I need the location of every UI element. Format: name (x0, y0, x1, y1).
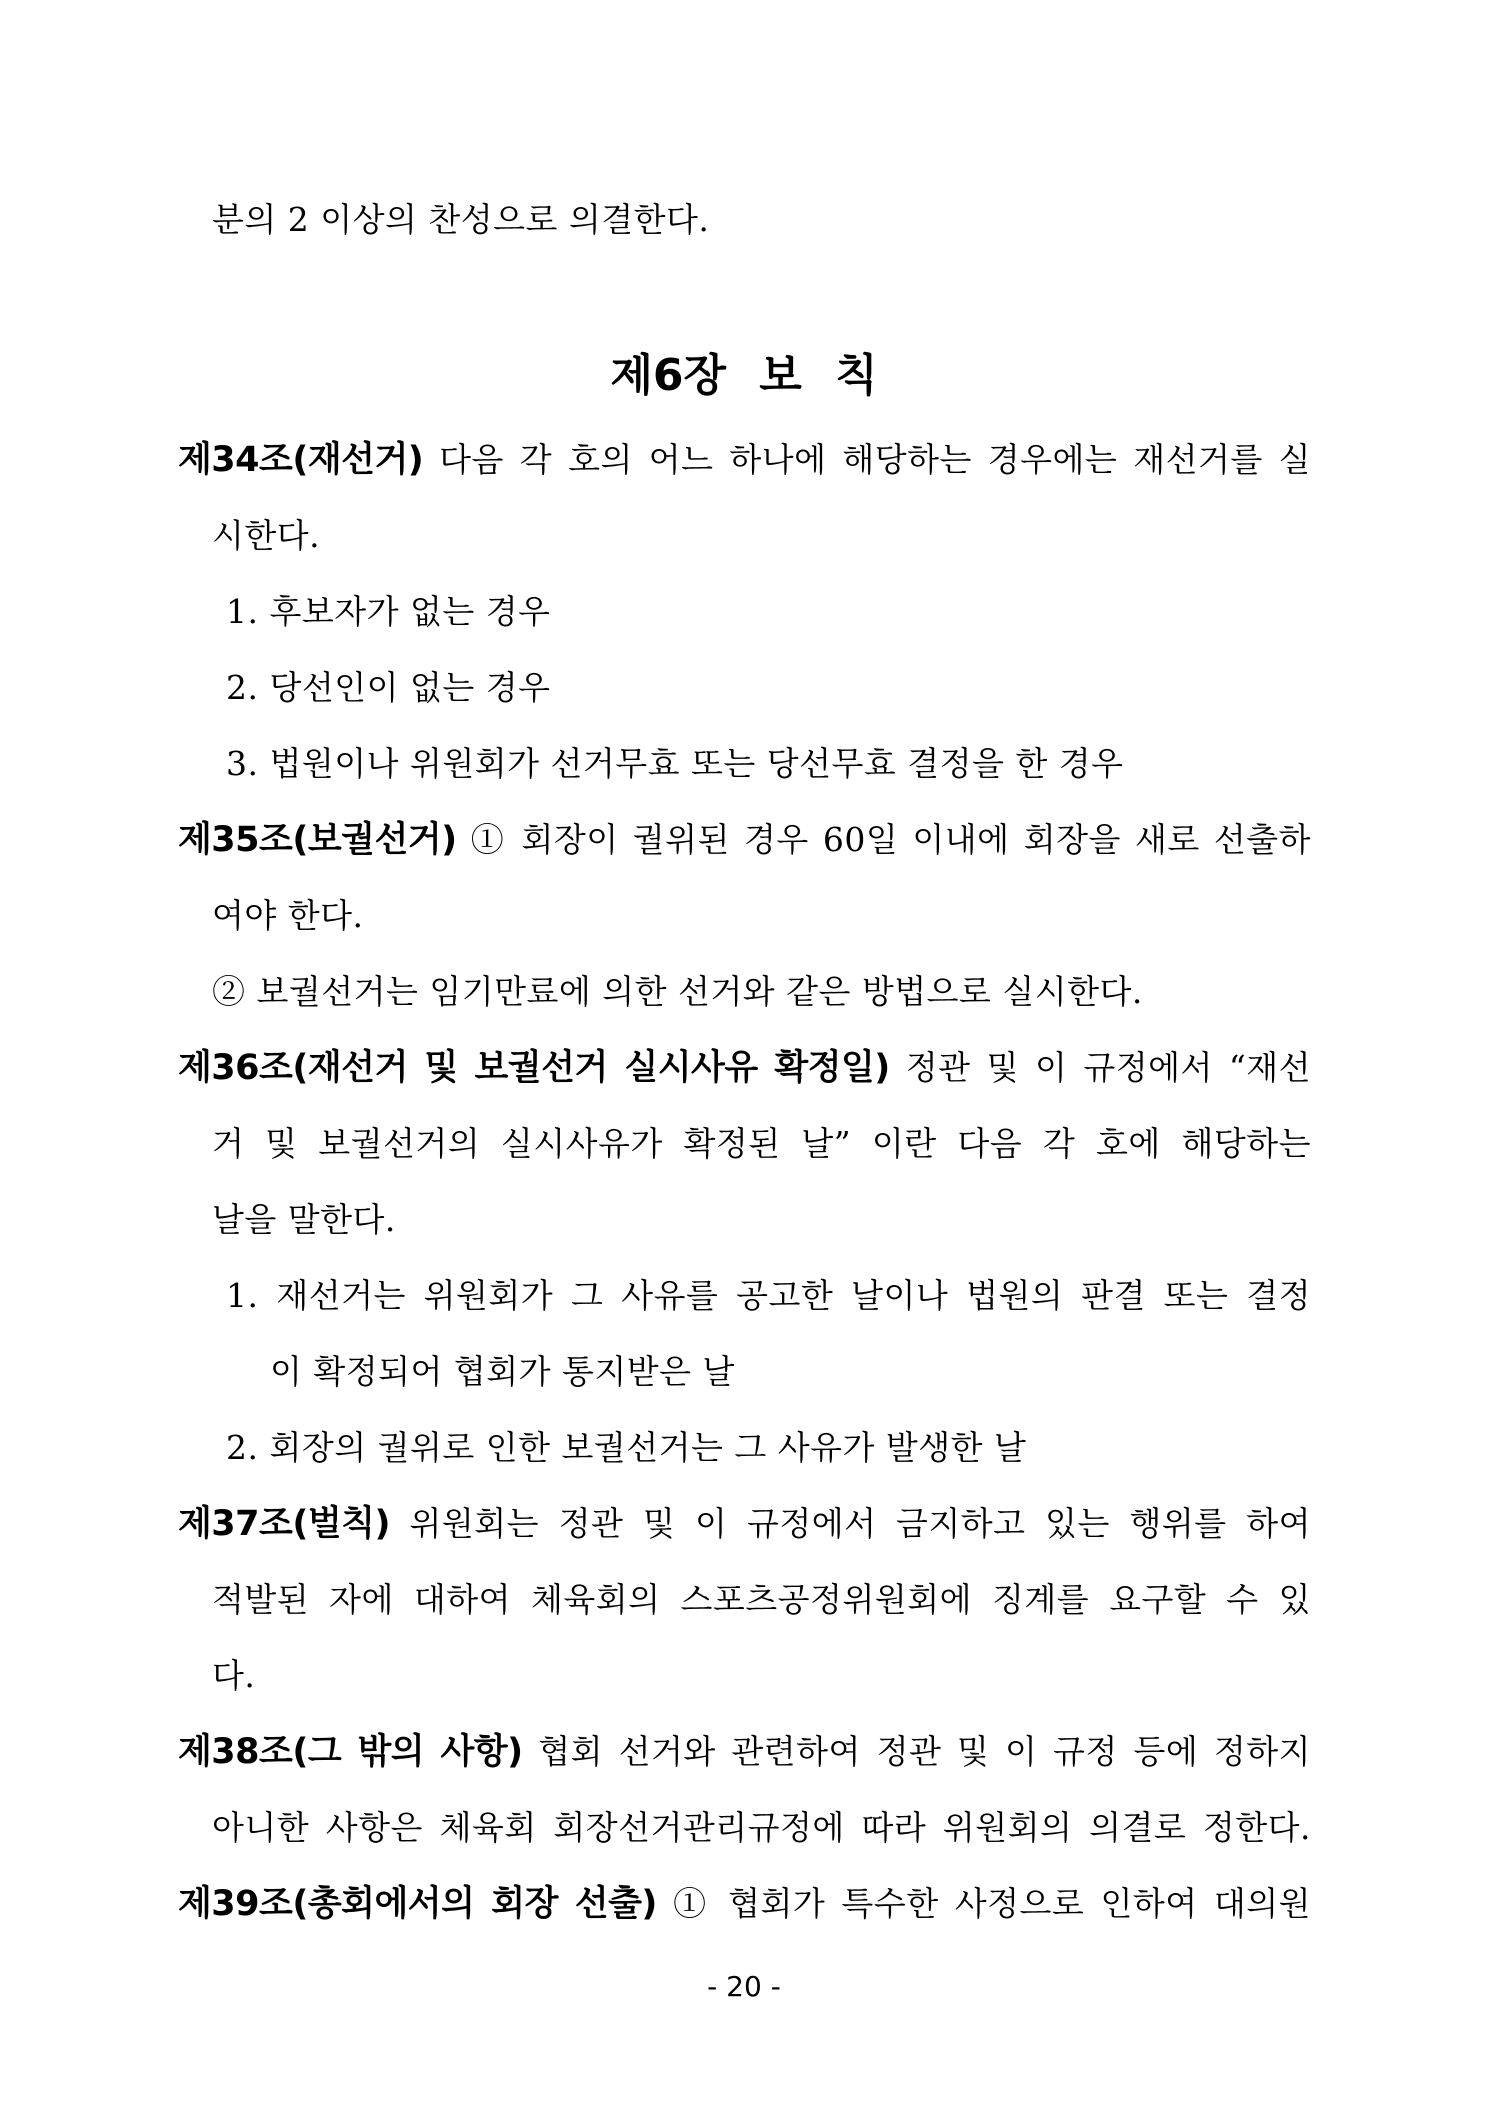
article-38-text-1: 협회 선거와 관련하여 정관 및 이 규정 등에 정하지 (522, 1732, 1312, 1771)
article-36-text-2: 거 및 보궐선거의 실시사유가 확정된 날” 이란 다음 각 호에 해당하는 (212, 1124, 1311, 1163)
article-38-heading: 제38조(그 밖의 사항) (178, 1732, 523, 1772)
article-34-item-1: 1. 후보자가 없는 경우 (226, 592, 551, 631)
article-37-text-2: 적발된 자에 대하여 체육회의 스포츠공정위원회에 징계를 요구할 수 있 (212, 1580, 1311, 1619)
article-34-text-1: 다음 각 호의 어느 하나에 해당하는 경우에는 재선거를 실 (423, 440, 1311, 479)
article-34 (178, 440, 1311, 480)
page-number: - 20 - (707, 1970, 781, 2003)
article-35 (178, 820, 1311, 860)
article-37 (178, 1504, 1311, 1544)
article-35-heading: 제35조(보궐선거) (178, 820, 457, 860)
article-36-item-2: 2. 회장의 궐위로 인한 보궐선거는 그 사유가 발생한 날 (226, 1428, 1027, 1467)
continuation-text: 분의 2 이상의 찬성으로 의결한다. (212, 200, 710, 239)
article-36-text-3: 날을 말한다. (212, 1200, 396, 1239)
article-34-heading: 제34조(재선거) (178, 440, 424, 480)
article-39 (178, 1884, 1311, 1924)
article-35-text-1: ① 회장이 궐위된 경우 60일 이내에 회장을 새로 선출하 (456, 820, 1311, 859)
article-38 (178, 1732, 1311, 1772)
article-36-item-1b: 이 확정되어 협회가 통지받은 날 (270, 1352, 735, 1391)
article-34-item-3: 3. 법원이나 위원회가 선거무효 또는 당선무효 결정을 한 경우 (226, 744, 1124, 783)
article-39-heading: 제39조(총회에서의 회장 선출) (178, 1884, 657, 1924)
article-38-text-2: 아니한 사항은 체육회 회장선거관리규정에 따라 위원회의 의결로 정한다. (212, 1808, 1311, 1847)
article-37-text-1: 위원회는 정관 및 이 규정에서 금지하고 있는 행위를 하여 (389, 1504, 1311, 1543)
article-36-text-1: 정관 및 이 규정에서 “재선 (889, 1048, 1311, 1087)
article-37-text-3: 다. (212, 1656, 256, 1695)
article-34-text-2: 시한다. (212, 516, 321, 555)
chapter-title: 제6장 보 칙 (610, 350, 878, 401)
article-39-text-1: ① 협회가 특수한 사정으로 인하여 대의원 (656, 1884, 1311, 1923)
article-34-item-2: 2. 당선인이 없는 경우 (226, 668, 551, 707)
article-36 (178, 1048, 1311, 1088)
article-35-text-2: 여야 한다. (212, 896, 364, 935)
article-36-item-1a: 1. 재선거는 위원회가 그 사유를 공고한 날이나 법원의 판결 또는 결정 (226, 1276, 1311, 1315)
article-37-heading: 제37조(벌칙) (178, 1504, 390, 1544)
article-36-heading: 제36조(재선거 및 보궐선거 실시사유 확정일) (178, 1048, 890, 1088)
article-35-text-3: ② 보궐선거는 임기만료에 의한 선거와 같은 방법으로 실시한다. (212, 972, 1143, 1011)
